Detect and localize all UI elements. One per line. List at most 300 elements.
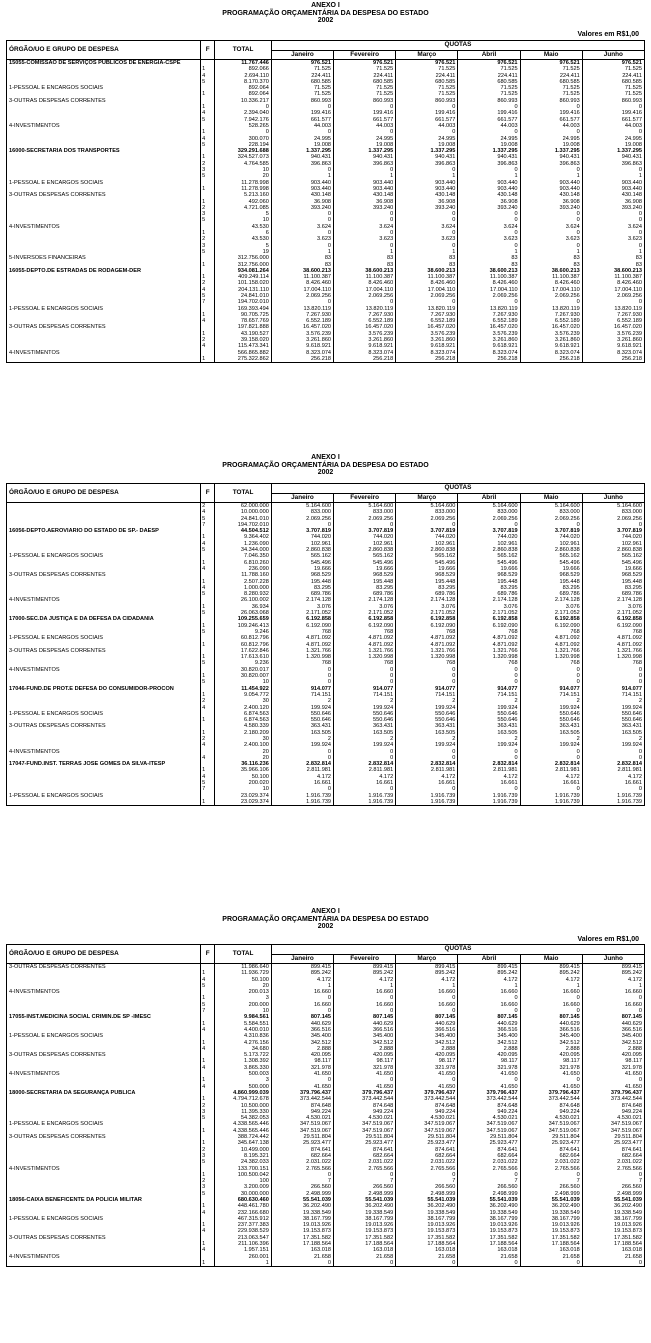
- row-total: 30.000.000: [215, 1191, 272, 1197]
- row-f: 5: [201, 679, 215, 685]
- row-quota: 976.521: [582, 60, 644, 67]
- row-quota: 3.623: [520, 236, 582, 242]
- row-quota: 3.707.819: [520, 528, 582, 534]
- header-month: Janeiro: [271, 955, 333, 964]
- row-quota: 874.648: [520, 1103, 582, 1109]
- row-quota: 968.529: [520, 572, 582, 578]
- row-quota: 366.516: [334, 1027, 396, 1033]
- row-total: 20: [215, 755, 272, 761]
- row-total: 34.680: [215, 1046, 272, 1052]
- row-total: 50.100: [215, 977, 272, 983]
- row-quota: 2.498.999: [582, 1191, 644, 1197]
- row-quota: 2: [334, 698, 396, 704]
- row-f: 1: [201, 654, 215, 660]
- row-f: 7: [201, 1008, 215, 1014]
- row-label: 16056-DEPTO.AEROVIÁRIO DO ESTADO DE SP.- DAESP: [7, 528, 201, 534]
- row-quota: 41.650: [458, 1071, 520, 1077]
- row-quota: 16.660: [582, 989, 644, 995]
- row-quota: 0: [396, 299, 458, 305]
- row-quota: 21.658: [334, 1254, 396, 1260]
- row-quota: 19.666: [458, 566, 520, 572]
- row-quota: 874.641: [271, 1147, 333, 1153]
- row-total: 11.788.160: [215, 572, 272, 578]
- row-quota: 17.188.564: [582, 1241, 644, 1247]
- row-quota: 71.525: [396, 91, 458, 97]
- row-quota: 2.174.128: [520, 597, 582, 603]
- row-f: 1: [201, 129, 215, 135]
- row-quota: 768: [334, 629, 396, 635]
- row-label: 4-INVESTIMENTOS: [7, 224, 201, 230]
- row-quota: 0: [520, 755, 582, 761]
- row-quota: 83: [582, 262, 644, 268]
- row-label: 18000-SECRETARIA DA SEGURANÇA PÚBLICA: [7, 1090, 201, 1096]
- row-quota: 976.521: [271, 60, 333, 67]
- row-quota: 199.924: [458, 742, 520, 748]
- row-quota: 6.192.858: [334, 616, 396, 622]
- row-quota: 2.888: [520, 1046, 582, 1052]
- row-quota: 903.440: [334, 180, 396, 186]
- row-quota: 2.171.052: [582, 610, 644, 616]
- row-f: 5: [201, 591, 215, 597]
- row-quota: 393.240: [458, 205, 520, 211]
- row-quota: 895.242: [582, 970, 644, 976]
- row-quota: 71.525: [458, 66, 520, 72]
- row-quota: 71.525: [582, 91, 644, 97]
- row-quota: 0: [334, 211, 396, 217]
- row-total: 3.865.330: [215, 1065, 272, 1071]
- row-f: 3: [201, 1153, 215, 1159]
- header-month: Fevereiro: [334, 955, 396, 964]
- row-label: 15055-COMISSÃO DE SERVIÇOS PÚBLICOS DE ENERGIA-CSPE: [7, 60, 201, 67]
- row-quota: 0: [396, 243, 458, 249]
- row-f: 7: [201, 522, 215, 528]
- table-row: [7, 1260, 645, 1267]
- row-total: 275.322.862: [215, 356, 272, 363]
- row-f: 4: [201, 509, 215, 515]
- row-quota: 21.658: [271, 1254, 333, 1260]
- header-total: TOTAL: [215, 41, 272, 60]
- row-quota: 19.008: [271, 142, 333, 148]
- row-quota: 1.916.739: [582, 793, 644, 799]
- row-total: 3: [215, 995, 272, 1001]
- row-quota: 6.192.090: [458, 623, 520, 629]
- header-quotas: QUOTAS: [271, 41, 644, 51]
- row-quota: 2.765.566: [334, 1166, 396, 1172]
- row-quota: 2.174.128: [396, 597, 458, 603]
- row-quota: 903.440: [396, 186, 458, 192]
- row-quota: 41.650: [582, 1084, 644, 1090]
- row-quota: 379.796.437: [396, 1090, 458, 1096]
- row-total: 11.454.922: [215, 686, 272, 692]
- row-quota: 102.961: [582, 541, 644, 547]
- row-quota: 968.529: [271, 572, 333, 578]
- row-quota: 2: [458, 736, 520, 742]
- row-quota: 550.646: [582, 717, 644, 723]
- row-quota: 0: [271, 1077, 333, 1083]
- row-quota: 19.013.926: [520, 1222, 582, 1228]
- row-quota: 266.560: [396, 1184, 458, 1190]
- row-quota: 7.267.930: [334, 312, 396, 318]
- row-quota: 5.164.600: [334, 503, 396, 509]
- row-quota: 19.013.926: [582, 1222, 644, 1228]
- budget-table: [6, 40, 645, 363]
- row-quota: 71.525: [271, 85, 333, 91]
- row-quota: 71.525: [334, 85, 396, 91]
- row-quota: 1: [334, 173, 396, 179]
- row-quota: 0: [520, 995, 582, 1001]
- row-quota: 833.000: [396, 509, 458, 515]
- row-total: 11.767.446: [215, 60, 272, 67]
- row-quota: 1.320.998: [334, 654, 396, 660]
- row-total: 892.064: [215, 91, 272, 97]
- row-quota: 874.648: [582, 1103, 644, 1109]
- row-quota: 3.076: [458, 604, 520, 610]
- row-quota: 2.498.999: [271, 1191, 333, 1197]
- row-quota: 321.978: [334, 1065, 396, 1071]
- row-f: 4: [201, 136, 215, 142]
- row-quota: 545.496: [458, 560, 520, 566]
- row-quota: 0: [396, 786, 458, 792]
- row-quota: 0: [334, 1172, 396, 1178]
- row-total: 492.060: [215, 199, 272, 205]
- row-total: 8.195.321: [215, 1153, 272, 1159]
- row-total: 10.500.000: [215, 1103, 272, 1109]
- row-f: 1: [201, 331, 215, 337]
- row-quota: 16.660: [396, 989, 458, 995]
- row-quota: 2.498.999: [396, 1191, 458, 1197]
- row-f: 4: [201, 1228, 215, 1234]
- row-quota: 860.993: [396, 98, 458, 104]
- row-quota: 2.765.566: [520, 1166, 582, 1172]
- row-quota: 25.923.477: [520, 1140, 582, 1146]
- row-quota: 71.525: [271, 66, 333, 72]
- row-total: 236.090: [215, 566, 272, 572]
- row-quota: 363.431: [271, 723, 333, 729]
- row-quota: 5.164.600: [458, 503, 520, 509]
- row-total: 39.158.020: [215, 337, 272, 343]
- row-quota: 2.031.022: [520, 1159, 582, 1165]
- row-quota: 714.151: [334, 692, 396, 698]
- row-quota: 16.660: [458, 989, 520, 995]
- row-quota: 38.167.799: [520, 1216, 582, 1222]
- row-quota: 21.658: [396, 1254, 458, 1260]
- row-quota: 3.076: [582, 604, 644, 610]
- row-quota: 163.018: [334, 1247, 396, 1253]
- row-total: 109.255.659: [215, 616, 272, 622]
- row-quota: 807.145: [334, 1014, 396, 1020]
- row-quota: 0: [396, 167, 458, 173]
- row-quota: 98.117: [396, 1058, 458, 1064]
- row-total: 388.724.442: [215, 1134, 272, 1140]
- row-quota: 3.576.239: [520, 331, 582, 337]
- row-f: 5: [201, 293, 215, 299]
- row-quota: 689.786: [458, 591, 520, 597]
- row-quota: 256.218: [520, 356, 582, 363]
- row-quota: 347.519.067: [271, 1128, 333, 1134]
- row-quota: 19.153.873: [458, 1228, 520, 1234]
- row-quota: 8.323.074: [396, 350, 458, 356]
- row-quota: 1: [396, 173, 458, 179]
- row-quota: 3.576.239: [271, 331, 333, 337]
- row-total: 2.507.228: [215, 579, 272, 585]
- row-quota: 44.003: [334, 123, 396, 129]
- row-f: 5: [201, 117, 215, 123]
- header-f: F: [201, 41, 215, 60]
- row-label: 3-OUTRAS DESPESAS CORRENTES: [7, 1134, 201, 1140]
- row-quota: 199.924: [520, 742, 582, 748]
- row-quota: 373.442.544: [396, 1096, 458, 1102]
- row-label: 1-PESSOAL E ENCARGOS SOCIAIS: [7, 635, 201, 641]
- row-quota: 4.871.092: [582, 642, 644, 648]
- row-quota: 6.192.090: [396, 623, 458, 629]
- row-quota: 0: [582, 749, 644, 755]
- row-quota: 17.351.582: [396, 1235, 458, 1241]
- row-f: 3: [201, 1109, 215, 1115]
- header-month: Março: [396, 955, 458, 964]
- row-quota: 0: [520, 673, 582, 679]
- row-f: 1: [201, 995, 215, 1001]
- row-quota: 363.431: [582, 723, 644, 729]
- row-quota: 16.661: [582, 780, 644, 786]
- row-f: 5: [201, 629, 215, 635]
- row-quota: 2.069.256: [271, 293, 333, 299]
- row-f: 5: [201, 516, 215, 522]
- row-f: 1: [201, 1241, 215, 1247]
- row-quota: 36.908: [458, 199, 520, 205]
- row-quota: 1.320.998: [582, 654, 644, 660]
- row-total: 60.812.796: [215, 642, 272, 648]
- row-label: 3-OUTRAS DESPESAS CORRENTES: [7, 1235, 201, 1241]
- row-quota: 8.426.460: [582, 280, 644, 286]
- row-quota: 163.018: [271, 1247, 333, 1253]
- row-quota: 0: [582, 995, 644, 1001]
- report-title: PROGRAMAÇÃO ORÇAMENTÁRIA DA DESPESA DO ESTADO: [222, 9, 429, 17]
- row-total: 194.702.010: [215, 522, 272, 528]
- row-quota: 19.013.926: [396, 1222, 458, 1228]
- row-quota: 0: [271, 755, 333, 761]
- row-quota: 16.660: [520, 989, 582, 995]
- row-quota: 874.641: [458, 1147, 520, 1153]
- row-quota: 689.786: [396, 591, 458, 597]
- row-quota: 2.069.256: [582, 516, 644, 522]
- row-f: 5: [201, 173, 215, 179]
- row-total: 8.170.370: [215, 79, 272, 85]
- header-month: Junho: [582, 494, 644, 503]
- row-f: 1: [201, 623, 215, 629]
- row-quota: 4.172: [334, 774, 396, 780]
- row-label: 3-OUTRAS DESPESAS CORRENTES: [7, 1052, 201, 1058]
- row-f: 1: [201, 767, 215, 773]
- row-quota: 71.525: [396, 85, 458, 91]
- row-quota: 363.431: [520, 723, 582, 729]
- row-total: 4.310.836: [215, 1033, 272, 1039]
- row-quota: 16.661: [271, 780, 333, 786]
- row-quota: 4.530.021: [458, 1115, 520, 1121]
- row-quota: 224.411: [520, 73, 582, 79]
- row-quota: 914.077: [520, 686, 582, 692]
- row-quota: 83.295: [582, 585, 644, 591]
- row-quota: 714.151: [520, 692, 582, 698]
- row-quota: 682.664: [582, 1153, 644, 1159]
- row-total: 260.001: [215, 1254, 272, 1260]
- row-total: 4.794.712.678: [215, 1096, 272, 1102]
- row-f: 4: [201, 977, 215, 983]
- row-total: 11.278.998: [215, 180, 272, 186]
- row-quota: 4.871.092: [520, 635, 582, 641]
- row-quota: 83.295: [458, 585, 520, 591]
- row-total: 43.190.527: [215, 331, 272, 337]
- row-quota: 3.707.819: [271, 528, 333, 534]
- row-quota: 0: [334, 679, 396, 685]
- row-quota: 4.172: [520, 977, 582, 983]
- row-quota: 4.172: [334, 977, 396, 983]
- header-month: Fevereiro: [334, 494, 396, 503]
- row-total: 9.236: [215, 660, 272, 666]
- row-quota: 3.707.819: [396, 528, 458, 534]
- row-quota: 163.018: [396, 1247, 458, 1253]
- page-2: [0, 452, 651, 805]
- row-quota: 41.650: [520, 1084, 582, 1090]
- row-total: 5.173.722: [215, 1052, 272, 1058]
- row-total: 24.841.010: [215, 293, 272, 299]
- row-label: 3-OUTRAS DESPESAS CORRENTES: [7, 572, 201, 578]
- row-quota: 1.916.739: [520, 793, 582, 799]
- row-quota: 256.218: [582, 356, 644, 363]
- row-label: 3-OUTRAS DESPESAS CORRENTES: [7, 648, 201, 654]
- row-quota: 8.323.074: [458, 350, 520, 356]
- row-f: 1: [201, 1077, 215, 1083]
- row-quota: 373.442.544: [334, 1096, 396, 1102]
- row-quota: 36.202.490: [582, 1203, 644, 1209]
- row-quota: 1: [271, 983, 333, 989]
- row-quota: 36.202.490: [334, 1203, 396, 1209]
- row-quota: 0: [458, 667, 520, 673]
- row-quota: 1: [582, 173, 644, 179]
- row-f: 1: [201, 1140, 215, 1146]
- row-quota: 1: [334, 249, 396, 255]
- row-label: 3-OUTRAS DESPESAS CORRENTES: [7, 98, 201, 104]
- row-quota: 0: [458, 230, 520, 236]
- row-quota: 682.664: [271, 1153, 333, 1159]
- row-quota: 363.431: [396, 723, 458, 729]
- row-quota: 393.240: [334, 205, 396, 211]
- row-quota: 2.811.981: [582, 767, 644, 773]
- row-total: 11.278.998: [215, 186, 272, 192]
- row-quota: 38.600.213: [458, 268, 520, 274]
- row-f: 4: [201, 755, 215, 761]
- row-quota: 98.117: [582, 1058, 644, 1064]
- row-quota: 0: [582, 167, 644, 173]
- row-quota: 19.153.873: [582, 1228, 644, 1234]
- row-quota: 2.069.256: [271, 516, 333, 522]
- row-quota: 345.400: [582, 1033, 644, 1039]
- row-quota: 342.512: [396, 1040, 458, 1046]
- row-quota: 17.004.110: [582, 287, 644, 293]
- row-quota: 83: [520, 255, 582, 261]
- row-quota: 2.860.838: [520, 547, 582, 553]
- row-quota: 366.516: [582, 1027, 644, 1033]
- row-quota: 0: [334, 299, 396, 305]
- row-quota: 7.267.930: [396, 312, 458, 318]
- row-quota: 7: [582, 1178, 644, 1184]
- row-quota: 0: [271, 167, 333, 173]
- row-quota: 2.069.256: [582, 293, 644, 299]
- row-quota: 874.648: [396, 1103, 458, 1109]
- row-quota: 17.351.582: [520, 1235, 582, 1241]
- row-quota: 6.192.090: [334, 623, 396, 629]
- row-quota: 199.924: [334, 742, 396, 748]
- row-f: 4: [201, 110, 215, 116]
- row-f: 3: [201, 211, 215, 217]
- row-f: 4: [201, 1210, 215, 1216]
- row-quota: 17.188.564: [396, 1241, 458, 1247]
- row-f: 1: [201, 91, 215, 97]
- row-quota: 29.511.804: [271, 1134, 333, 1140]
- row-quota: 102.961: [334, 541, 396, 547]
- row-quota: 768: [396, 629, 458, 635]
- row-quota: 860.993: [582, 98, 644, 104]
- row-f: 5: [201, 1159, 215, 1165]
- row-quota: 19.666: [334, 566, 396, 572]
- row-quota: 321.978: [271, 1065, 333, 1071]
- row-quota: 0: [396, 522, 458, 528]
- row-quota: 83: [334, 255, 396, 261]
- row-quota: 2.832.814: [334, 761, 396, 767]
- row-f: 5: [201, 610, 215, 616]
- row-quota: 903.440: [458, 186, 520, 192]
- row-quota: 363.431: [458, 723, 520, 729]
- row-quota: 163.505: [334, 730, 396, 736]
- row-quota: 0: [458, 217, 520, 223]
- row-quota: 55.541.039: [520, 1197, 582, 1203]
- row-label: 17000-SEC.DA JUSTIÇA E DA DEFESA DA CIDADANIA: [7, 616, 201, 622]
- row-total: 324.527.073: [215, 154, 272, 160]
- row-quota: 874.641: [334, 1147, 396, 1153]
- row-label: 17047-FUND.INST. TERRAS JOSÉ GOMES DA SILVA-ITESP: [7, 761, 201, 767]
- row-quota: 0: [520, 129, 582, 135]
- row-quota: 976.521: [334, 60, 396, 67]
- row-quota: 689.786: [520, 591, 582, 597]
- row-quota: 19.153.873: [271, 1228, 333, 1234]
- row-total: 23.029.374: [215, 799, 272, 806]
- row-total: 17.613.610: [215, 654, 272, 660]
- row-total: 133.700.151: [215, 1166, 272, 1172]
- row-total: 4.400.010: [215, 1027, 272, 1033]
- row-total: 62.000.000: [215, 503, 272, 509]
- row-quota: 16.660: [334, 1002, 396, 1008]
- row-quota: 19.666: [582, 566, 644, 572]
- row-quota: 3.623: [334, 236, 396, 242]
- row-quota: 1.337.295: [396, 148, 458, 154]
- row-quota: 860.993: [334, 98, 396, 104]
- row-quota: 0: [520, 1077, 582, 1083]
- page-1: [0, 0, 651, 362]
- row-quota: 19.338.549: [458, 1210, 520, 1216]
- row-quota: 2.888: [271, 1046, 333, 1052]
- row-quota: 256.218: [271, 356, 333, 363]
- row-quota: 19.338.549: [334, 1210, 396, 1216]
- row-f: 2: [201, 337, 215, 343]
- row-f: 2: [201, 1178, 215, 1184]
- row-quota: 3.076: [396, 604, 458, 610]
- row-quota: 366.516: [520, 1027, 582, 1033]
- row-quota: 38.167.799: [458, 1216, 520, 1222]
- header-f: F: [201, 945, 215, 964]
- report-year: 2002: [317, 17, 334, 24]
- row-quota: 0: [458, 995, 520, 1001]
- row-quota: 347.519.067: [458, 1128, 520, 1134]
- row-total: 5: [215, 243, 272, 249]
